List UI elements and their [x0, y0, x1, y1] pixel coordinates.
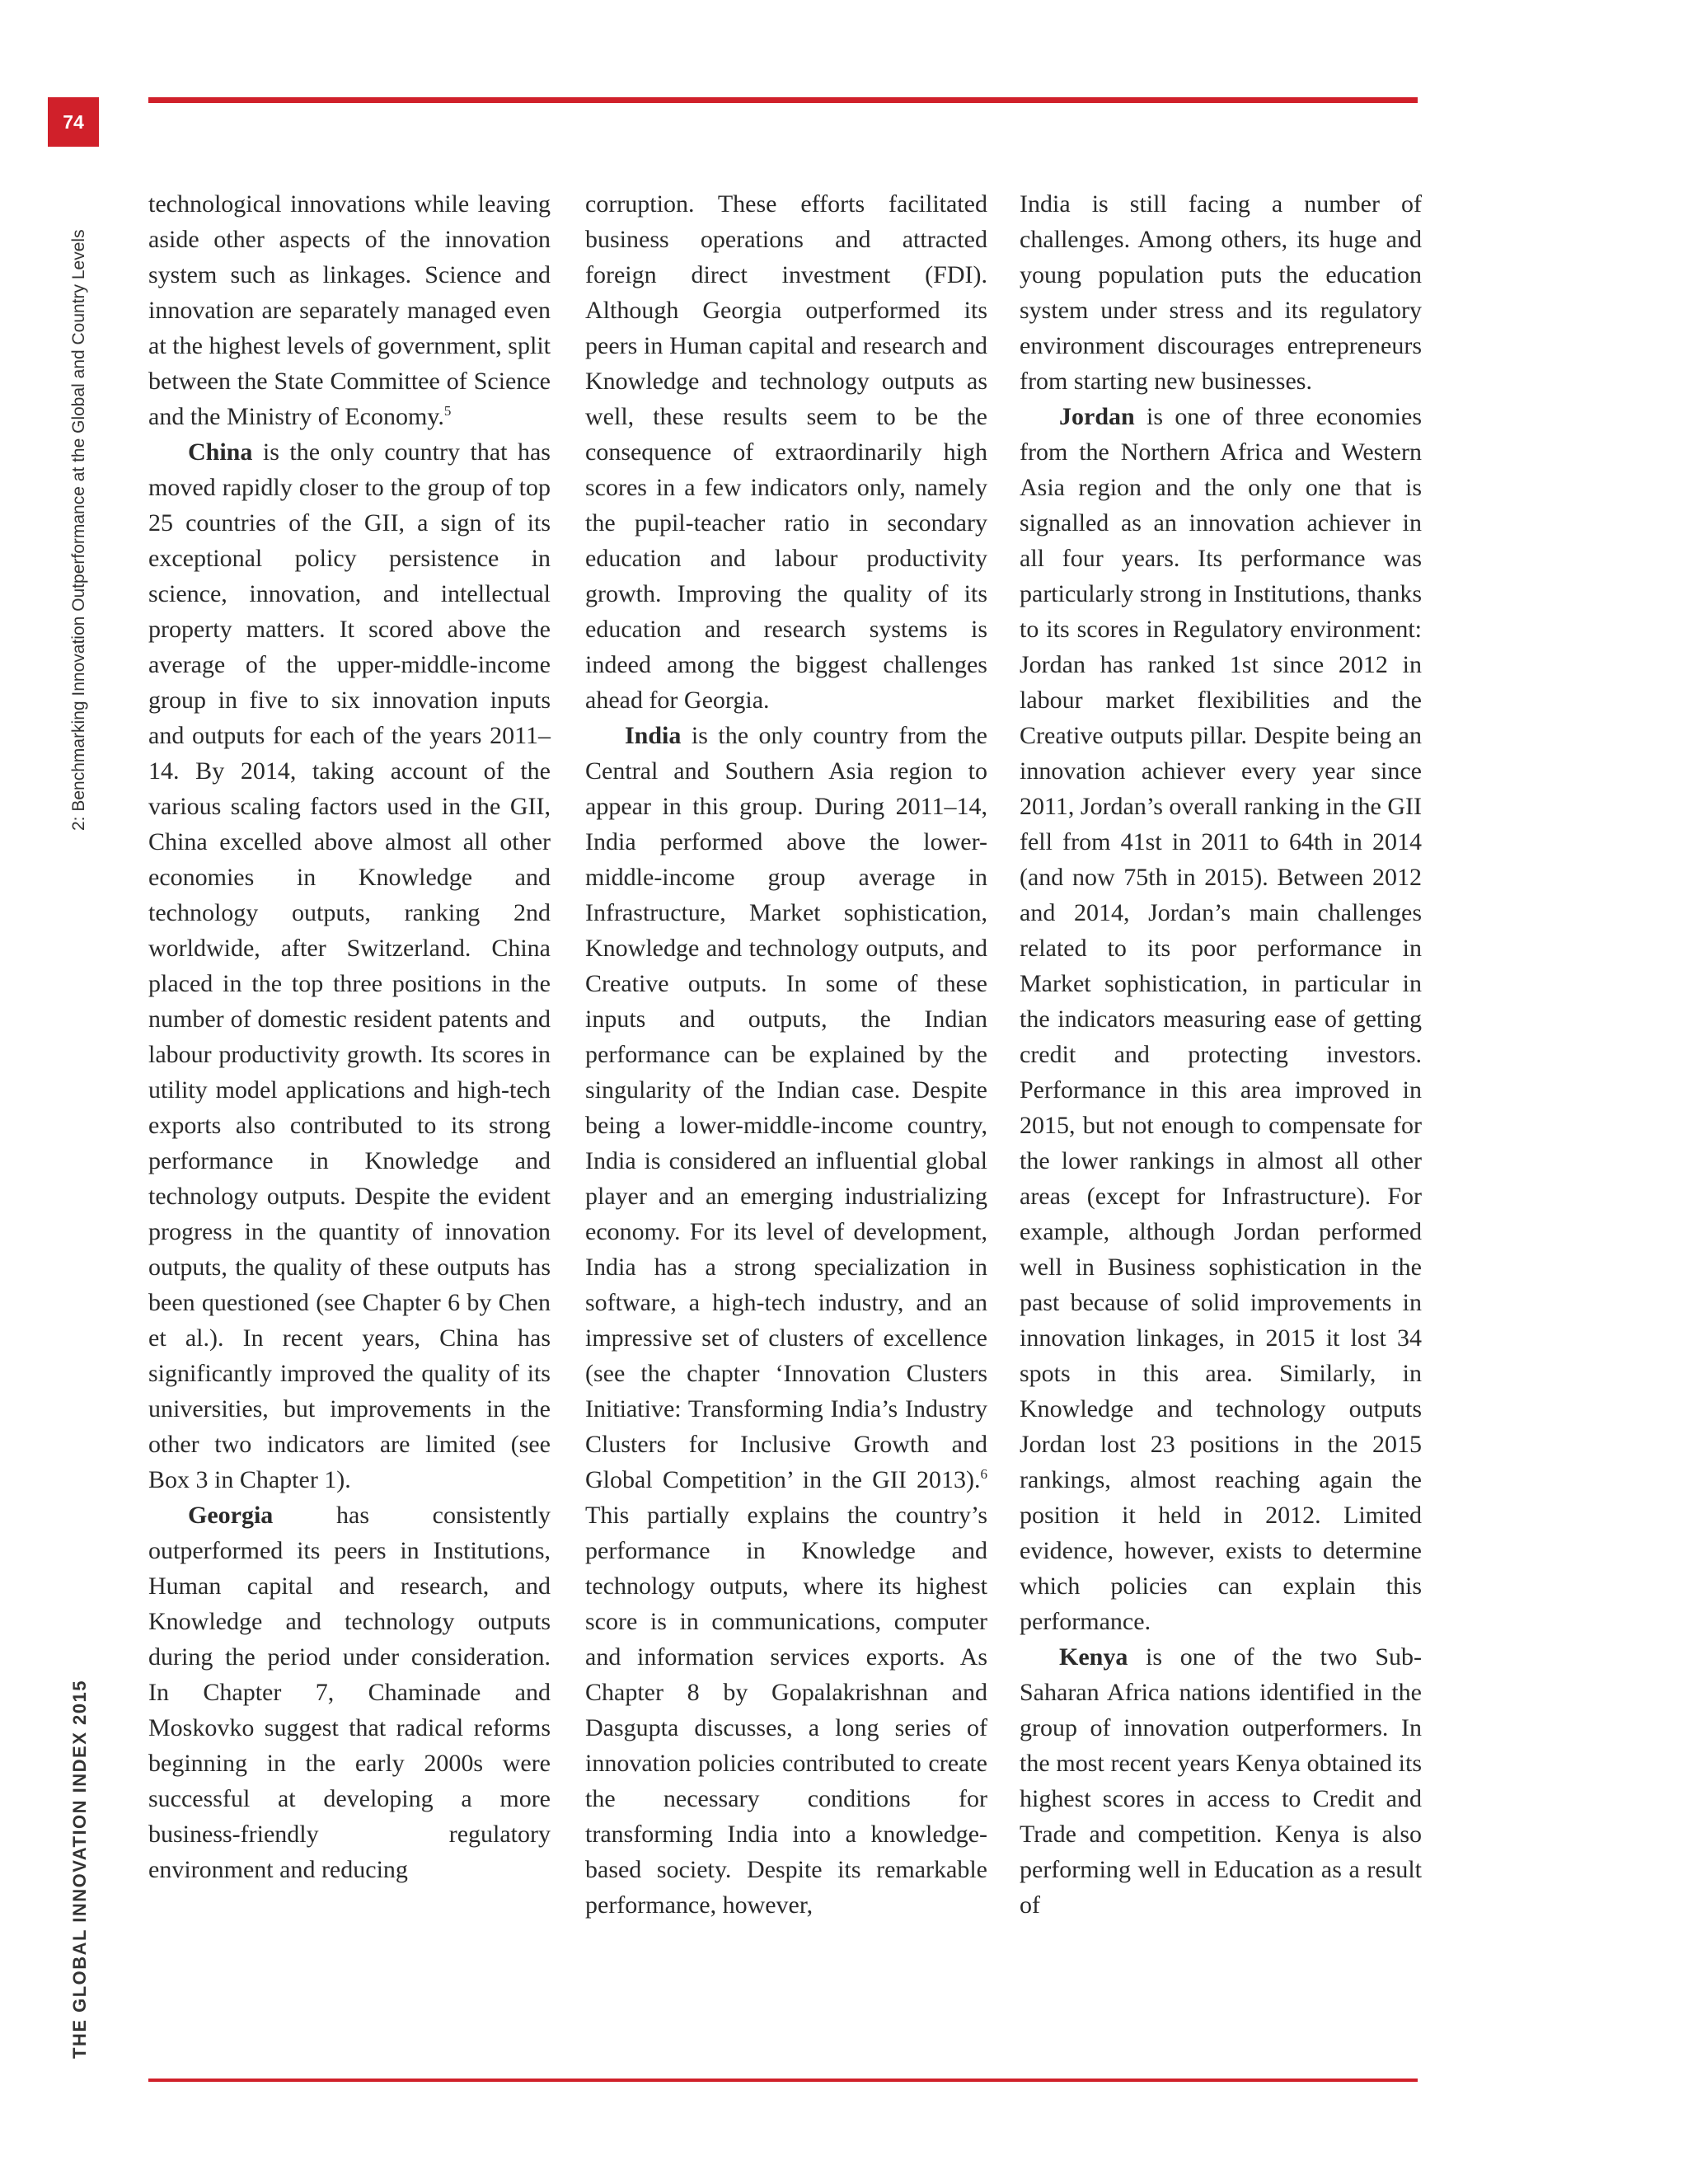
text: India is still facing a number of challenges. Among others, its huge and young population puts the education system under stress and its regulatory environment discourages entrepreneurs from starting new businesses.: [1020, 190, 1422, 395]
column-1: [148, 186, 551, 1887]
paragraph-india: [585, 718, 987, 1923]
text: has consistently outperformed its peers in Institutions, Human capital and research, and Knowledge and technology outputs during the period under consideration. In Chapter 7, Chaminade and Moskovko suggest that radical reforms beginning in the early 2000s were successful at developing a more business-friendly regulatory environment and reducing: [148, 1502, 551, 1883]
country-name: Kenya: [1059, 1643, 1128, 1671]
text: corruption. These efforts facilitated business operations and attracted foreign direct investment (FDI). Although Georgia outperformed its peers in Human capital and research and Knowledge and technology outputs as well, these results seem to be the consequence of extraordinarily high scores in a few indicators only, namely the pupil-teacher ratio in secondary education and labour productivity growth. Improving the quality of its education and research systems is indeed among the biggest challenges ahead for Georgia.: [585, 190, 987, 714]
page-number: 74: [48, 97, 99, 147]
text: is the only country that has moved rapidly closer to the group of top 25 countries of the GII, a sign of its exceptional policy persistence in science, innovation, and intellectual property matters. It scored above the average of the upper-middle-income group in five to six innovation inputs and outputs for each of the years 2011–14. By 2014, taking account of the various scaling factors used in the GII, China excelled above almost all other economies in Knowledge and technology outputs, ranking 2nd worldwide, after Switzerland. China placed in the top three positions in the number of domestic resident patents and labour productivity growth. Its scores in utility model applications and high-tech exports also contributed to its strong performance in Knowledge and technology outputs. Despite the evident progress in the quantity of innovation outputs, the quality of these outputs has been questioned (see Chapter 6 by Chen et al.). In recent years, China has significantly improved the quality of its universities, but improvements in the other two indicators are limited (see Box 3 in Chapter 1).: [148, 438, 551, 1493]
country-name: Jordan: [1059, 403, 1135, 430]
country-name: China: [188, 438, 253, 466]
top-rule: [148, 97, 1418, 103]
text: This partially explains the country’s performance in Knowledge and technology outputs, where its highest score is in communications, computer and information services exports. As Chapter 8 by Gopalakrishnan and Dasgupta discusses, a long series of innovation policies contributed to create the necessary conditions for transforming India into a knowledge-based society. Despite its remarkable performance, however,: [585, 1502, 987, 1919]
text: is one of three economies from the Northern Africa and Western Asia region and the only one that is signalled as an innovation achiever in all four years. Its performance was particularly strong in Institutions, thanks to its scores in Regulatory environment: Jordan has ranked 1st since 2012 in labour market flexibilities and the Creative outputs pillar. Despite being an innovation achiever every year since 2011, Jordan’s overall ranking in the GII fell from 41st in 2011 to 64th in 2014 (and now 75th in 2015). Between 2012 and 2014, Jordan’s main challenges related to its poor performance in Market sophistication, in particular in the indicators measuring ease of getting credit and protecting investors. Performance in this area improved in 2015, but not enough to compensate for the lower rankings in almost all other areas (except for Infrastructure). For example, although Jordan performed well in Business sophistication in the past because of solid improvements in innovation linkages, in 2015 it lost 34 spots in this area. Similarly, in Knowledge and technology outputs Jordan lost 23 positions in the 2015 rankings, almost reaching again the position it held in 2012. Limited evidence, however, exists to determine which policies can explain this performance.: [1020, 403, 1422, 1635]
footnote-ref: 5: [443, 403, 452, 419]
paragraph-jordan: [1020, 399, 1422, 1639]
column-3: [1020, 186, 1422, 1923]
body-text: [0, 186, 1688, 1999]
bottom-rule: [148, 2079, 1418, 2082]
paragraph-georgia: [148, 1497, 551, 1887]
country-name: India: [625, 722, 682, 749]
paragraph-kenya: [1020, 1639, 1422, 1923]
country-name: Georgia: [188, 1502, 274, 1529]
paragraph: [1020, 186, 1422, 399]
paragraph: [585, 186, 987, 718]
text: is one of the two Sub-Saharan Africa nations identified in the group of innovation outperformers. In the most recent years Kenya obtained its highest scores in access to Credit and Trade and competition. Kenya is also performing well in Education as a result of: [1020, 1643, 1422, 1919]
book-running-head: THE GLOBAL INNOVATION INDEX 2015: [69, 1680, 90, 2059]
text: technological innovations while leaving aside other aspects of the innovation system such as linkages. Science and innovation are separately managed even at the highest levels of government, split between the State Committee of Science and the Ministry of Economy.: [148, 190, 551, 430]
paragraph: [148, 186, 551, 434]
footnote-ref: 6: [980, 1466, 987, 1482]
column-2: [585, 186, 987, 1923]
paragraph-china: [148, 434, 551, 1497]
text: is the only country from the Central and Southern Asia region to appear in this group. During 2011–14, India performed above the lower-middle-income group average in Infrastructure, Market sophistication, Knowledge and technology outputs, and Creative outputs. In some of these inputs and outputs, the Indian performance can be explained by the singularity of the Indian case. Despite being a lower-middle-income country, India is considered an influential global player and an emerging industrializing economy. For its level of development, India has a strong specialization in software, a high-tech industry, and an impressive set of clusters of excellence (see the chapter ‘Innovation Clusters Initiative: Transforming India’s Industry Clusters for Inclusive Growth and Global Competition’ in the GII 2013).: [585, 722, 987, 1493]
chapter-running-head: 2: Benchmarking Innovation Outperformance at the Global and Country Levels: [69, 229, 88, 831]
